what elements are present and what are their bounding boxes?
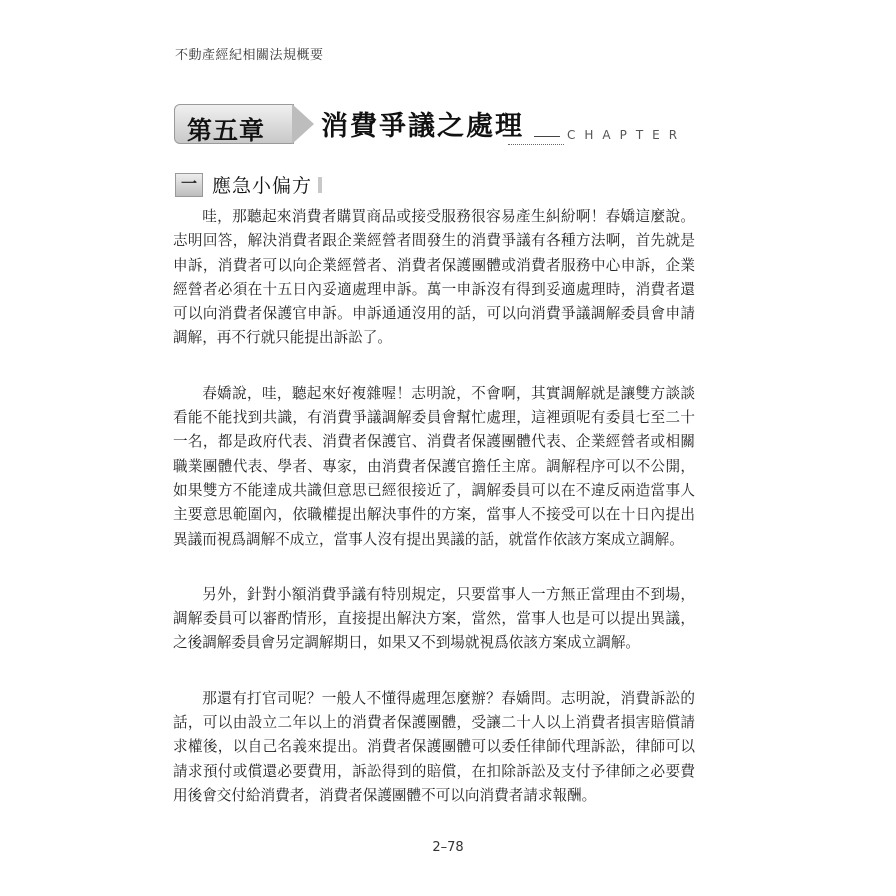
- section-title: 應急小偏方: [212, 175, 313, 197]
- body-text: [173, 205, 695, 839]
- paragraph: 哇，那聽起來消費者購買商品或接受服務很容易產生糾紛啊！春嬌這麼說。志明回答，解決消費者跟企業經營者間發生的消費爭議有各種方法啊，首先就是申訴，消費者可以向企業經營者、消費者保護團體或消費者服務中心申訴，企業經營者必須在十五日內妥適處理申訴。萬一申訴沒有得到妥適處理時，消費者還可以向消費者保護官申訴。申訴通通沒用的話，可以向消費爭議調解委員會申請調解，再不行就只能提出訴訟了。: [173, 208, 695, 347]
- paragraph: 春嬌說，哇，聽起來好複雜喔！志明說，不會啊，其實調解就是讓雙方談談看能不能找到共識，有消費爭議調解委員會幫忙處理，這裡頭呢有委員七至二十一名，都是政府代表、消費者保護官、消費者保護團體代表、企業經營者或相關職業團體代表、學者、專家，由消費者保護官擔任主席。調解程序可以不公開，如果雙方不能達成共識但意思已經很接近了，調解委員可以在不違反兩造當事人主要意思範圍內，依職權提出解決事件的方案，當事人不接受可以在十日內提出異議而視爲調解不成立，當事人沒有提出異議的話，就當作依該方案成立調解。: [173, 384, 695, 548]
- chapter-divider-line: [534, 136, 560, 137]
- paragraph: 那還有打官司呢？一般人不懂得處理怎麼辦？春嬌問。志明說，消費訴訟的話，可以由設立二年以上的消費者保護團體，受讓二十人以上消費者損害賠償請求權後，以自己名義來提出。消費者保護團體可以委任律師代理訴訟，律師可以請求預付或償還必要費用，訴訟得到的賠償，在扣除訴訟及支付予律師之必要費用後會交付給消費者，消費者保護團體不可以向消費者請求報酬。: [173, 689, 695, 804]
- running-header: 不動產經紀相關法規概要: [175, 48, 324, 63]
- chapter-badge: [174, 104, 294, 144]
- section-number-badge: 一: [175, 173, 203, 197]
- page-number: 2–78: [432, 840, 464, 855]
- chapter-label: CHAPTER: [567, 128, 687, 142]
- section-bar-decoration: [318, 177, 322, 193]
- chapter-badge-arrow: [292, 104, 314, 144]
- chapter-title: 消費爭議之處理: [321, 111, 524, 142]
- chapter-number: 第五章: [187, 116, 266, 145]
- chapter-dotted-line: [508, 144, 564, 145]
- chapter-banner: [174, 100, 696, 150]
- paragraph: 另外，針對小額消費爭議有特別規定，只要當事人一方無正當理由不到場，調解委員可以審酌情形，直接提出解決方案，當然，當事人也是可以提出異議，之後調解委員會另定調解期日，如果又不到場就視爲依該方案成立調解。: [173, 585, 695, 652]
